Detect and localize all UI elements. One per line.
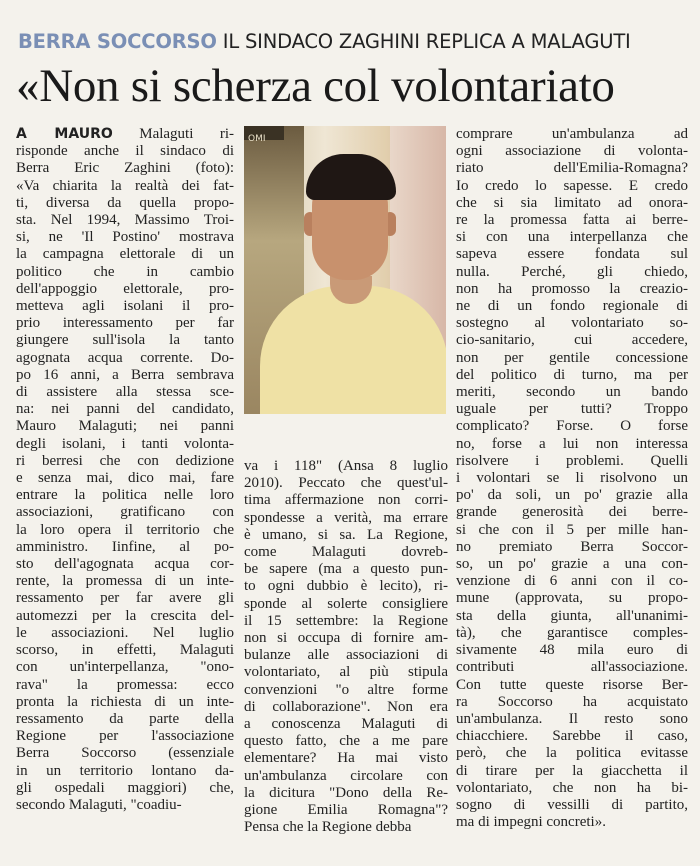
- text-line: degli isolani, i tanti volonta-: [16, 435, 234, 452]
- text-line: amministro. Iinfine, al po-: [16, 538, 234, 555]
- text-line: po' da soli, un po' grazie alla: [456, 487, 688, 504]
- text-line: questo fatto, che a me pare: [244, 733, 448, 750]
- text-line: giungere sull'isola la tanto: [16, 332, 234, 349]
- column-1-lines: [16, 143, 234, 814]
- article-column-3: [456, 126, 688, 831]
- text-line: comprare un'ambulanza ad: [456, 126, 688, 142]
- text-line: che si sia limitato ad onora-: [456, 194, 688, 211]
- text-line: la dicitura "Dono della Re-: [244, 784, 448, 801]
- text-line: contributi all'associazione.: [456, 659, 688, 676]
- text-line: si che con il 5 per mille han-: [456, 521, 688, 538]
- text-line: ma di impegni concreti».: [456, 814, 606, 831]
- text-line: Mauro Malaguti; nei panni: [16, 418, 234, 435]
- text-line: risponde anche il sindaco di: [16, 143, 234, 160]
- text-line: ti, diversa da quella propo-: [16, 194, 234, 211]
- text-line: ne di un fondo regionale di: [456, 298, 688, 315]
- text-line: uguale per tutti? Troppo: [456, 401, 688, 418]
- text-line: no, forse a lui non interessa: [456, 435, 688, 452]
- text-line: non per gentile concessione: [456, 349, 688, 366]
- text-line: di assistere alla stessa sce-: [16, 384, 234, 401]
- text-line: del politico di turno, ma per: [456, 366, 688, 383]
- text-line: in un territorio lontano da-: [16, 762, 234, 779]
- text-line: pronta la richiesta di un inte-: [16, 693, 234, 710]
- text-line: sogno di vessilli di partito,: [456, 796, 688, 813]
- text-line: ogni associazione di volonta-: [456, 143, 688, 160]
- text-line: un'ambulanza. Il resto sono: [456, 710, 688, 727]
- text-line: 2010). Peccato che quest'ul-: [244, 475, 448, 492]
- text-line: sostegno al volontariato so-: [456, 315, 688, 332]
- text-line: ri berresi che con dedizione: [16, 452, 234, 469]
- text-line: si con una interpellanza che: [456, 229, 688, 246]
- text-line: sto dell'agognata acqua cor-: [16, 556, 234, 573]
- photo-sign: [244, 126, 284, 144]
- text-line: tima affermazione non corri-: [244, 492, 448, 509]
- text-line: rente, la promessa di un inte-: [16, 573, 234, 590]
- text-line: agognata acqua corrente. Do-: [16, 349, 234, 366]
- text-line: sta. Nel 1994, Massimo Troi-: [16, 212, 234, 229]
- text-line: Regione per l'associazione: [16, 728, 234, 745]
- text-line: non si occupa di fornire am-: [244, 630, 448, 647]
- text-line: entrare la politica nelle loro: [16, 487, 234, 504]
- mayor-photo: [244, 126, 446, 414]
- text-line: sponde al solerte consigliere: [244, 595, 448, 612]
- text-line: dell'appoggio elettorale, pro-: [16, 280, 234, 297]
- article-column-1: [16, 126, 234, 814]
- text-line: è umano, si sa. La Regione,: [244, 526, 448, 543]
- text-line: Pensa che la Regione debba: [244, 819, 412, 836]
- text-line: no premiato Berra Soccor-: [456, 538, 688, 555]
- text-line: Berra Eric Zaghini (foto):: [16, 160, 234, 177]
- text-line: il 15 settembre: la Regione: [244, 612, 448, 629]
- text-line: però, che la politica evitasse: [456, 745, 688, 762]
- text-line: e senza mai, dico mai, fare: [16, 470, 234, 487]
- kicker-brand: BERRA SOCCORSO: [18, 30, 217, 53]
- text-line: la campagna elettorale di un: [16, 246, 234, 263]
- text-line: grande generosità dei berre-: [456, 504, 688, 521]
- text-line: risolvere i problemi. Quelli: [456, 452, 688, 469]
- article-headline: «Non si scherza col volontariato: [16, 60, 615, 112]
- text-line: convenzioni "o altre forme: [244, 681, 448, 698]
- text-line: venzione di 6 anni con il co-: [456, 573, 688, 590]
- text-line: secondo Malaguti, "coadiu-: [16, 796, 182, 813]
- text-line: complicato? Forse. O forse: [456, 418, 688, 435]
- text-line: sapeva essere fondata sul: [456, 246, 688, 263]
- text-line: sivamente 48 mila euro di: [456, 642, 688, 659]
- text-line: mune (approvata, su propo-: [456, 590, 688, 607]
- text-line: Io credo lo sapesse. E credo: [456, 177, 688, 194]
- text-line: le associazioni. Nel luglio: [16, 624, 234, 641]
- text-line: come Malaguti dovreb-: [244, 544, 448, 561]
- text-line: spondesse a verità, ma errare: [244, 509, 448, 526]
- text-line: bulanze alle associazioni di: [244, 647, 448, 664]
- photo-shirt: [260, 286, 446, 414]
- text-line: ressamento per far avere gli: [16, 590, 234, 607]
- text-line: di collaborazione". Non era: [244, 698, 448, 715]
- text-line: sta della giunta, all'unanimi-: [456, 607, 688, 624]
- text-line: rava" la promessa: ecco: [16, 676, 234, 693]
- text-line: politico che in cambio: [16, 263, 234, 280]
- text-line: non ha promosso la creazio-: [456, 280, 688, 297]
- text-line: ressamento da parte della: [16, 710, 234, 727]
- text-line: un'ambulanza circolare con: [244, 767, 448, 784]
- text-line: re la promessa fatta ai berre-: [456, 212, 688, 229]
- text-line: si, ne 'Il Postino' mostrava: [16, 229, 234, 246]
- text-line: cio-sanitario, cui accedere,: [456, 332, 688, 349]
- text-line: be sapere (ma a questo pun-: [244, 561, 448, 578]
- text-line: la loro opera il territorio che: [16, 521, 234, 538]
- text-line: gli ospedali maggiori) che,: [16, 779, 234, 796]
- lead-in-bold: A MAURO: [16, 126, 113, 142]
- text-line: tà), che garantisce comples-: [456, 624, 688, 641]
- column-2-lines: [244, 458, 448, 836]
- lead-in-rest: Malaguti ri-: [139, 126, 234, 142]
- text-line: na: nei panni del candidato,: [16, 401, 234, 418]
- text-line: automezzi per la crescita del-: [16, 607, 234, 624]
- text-line: riato dell'Emilia-Romagna?: [456, 160, 688, 177]
- text-line: Berra Soccorso (essenziale: [16, 745, 234, 762]
- text-line: po 16 anni, a Berra sembrava: [16, 366, 234, 383]
- text-line: con un'interpellanza, "ono-: [16, 659, 234, 676]
- text-line: chiacchiere. Sarebbe il caso,: [456, 728, 688, 745]
- column-1-lead-line: [16, 126, 234, 143]
- text-line: ra Soccorso ha acquistato: [456, 693, 688, 710]
- text-line: «Va chiarita la realtà dei fat-: [16, 177, 234, 194]
- text-line: nulla. Perché, gli chiedo,: [456, 263, 688, 280]
- text-line: prio interessamento per far: [16, 315, 234, 332]
- text-line: scorso, in effetti, Malaguti: [16, 642, 234, 659]
- text-line: elementare? Ha mai visto: [244, 750, 448, 767]
- text-line: Con tutte queste risorse Ber-: [456, 676, 688, 693]
- text-line: volontariato, che non ha bi-: [456, 779, 688, 796]
- text-line: metteva agli isolani il pro-: [16, 298, 234, 315]
- text-line: va i 118" (Ansa 8 luglio: [244, 458, 448, 474]
- text-line: to ogni dubbio è lecito), ri-: [244, 578, 448, 595]
- text-line: gione Emilia Romagna"?: [244, 802, 448, 819]
- text-line: associazioni, gratificano con: [16, 504, 234, 521]
- photo-sign-text: OMI: [248, 134, 266, 144]
- text-line: i volontari se li risolvono un: [456, 470, 688, 487]
- text-line: di tirare per la giacchetta il: [456, 762, 688, 779]
- kicker-subtitle: IL SINDACO ZAGHINI REPLICA A MALAGUTI: [222, 30, 631, 53]
- article-column-2: [244, 458, 448, 836]
- text-line: a conoscenza Malaguti di: [244, 716, 448, 733]
- text-line: volontariato, al più stipula: [244, 664, 448, 681]
- text-line: meriti, secondo un bando: [456, 384, 688, 401]
- photo-hair: [306, 154, 396, 200]
- article-kicker: [18, 30, 688, 54]
- column-3-lines: [456, 126, 688, 831]
- text-line: so, un po' grazie a una con-: [456, 556, 688, 573]
